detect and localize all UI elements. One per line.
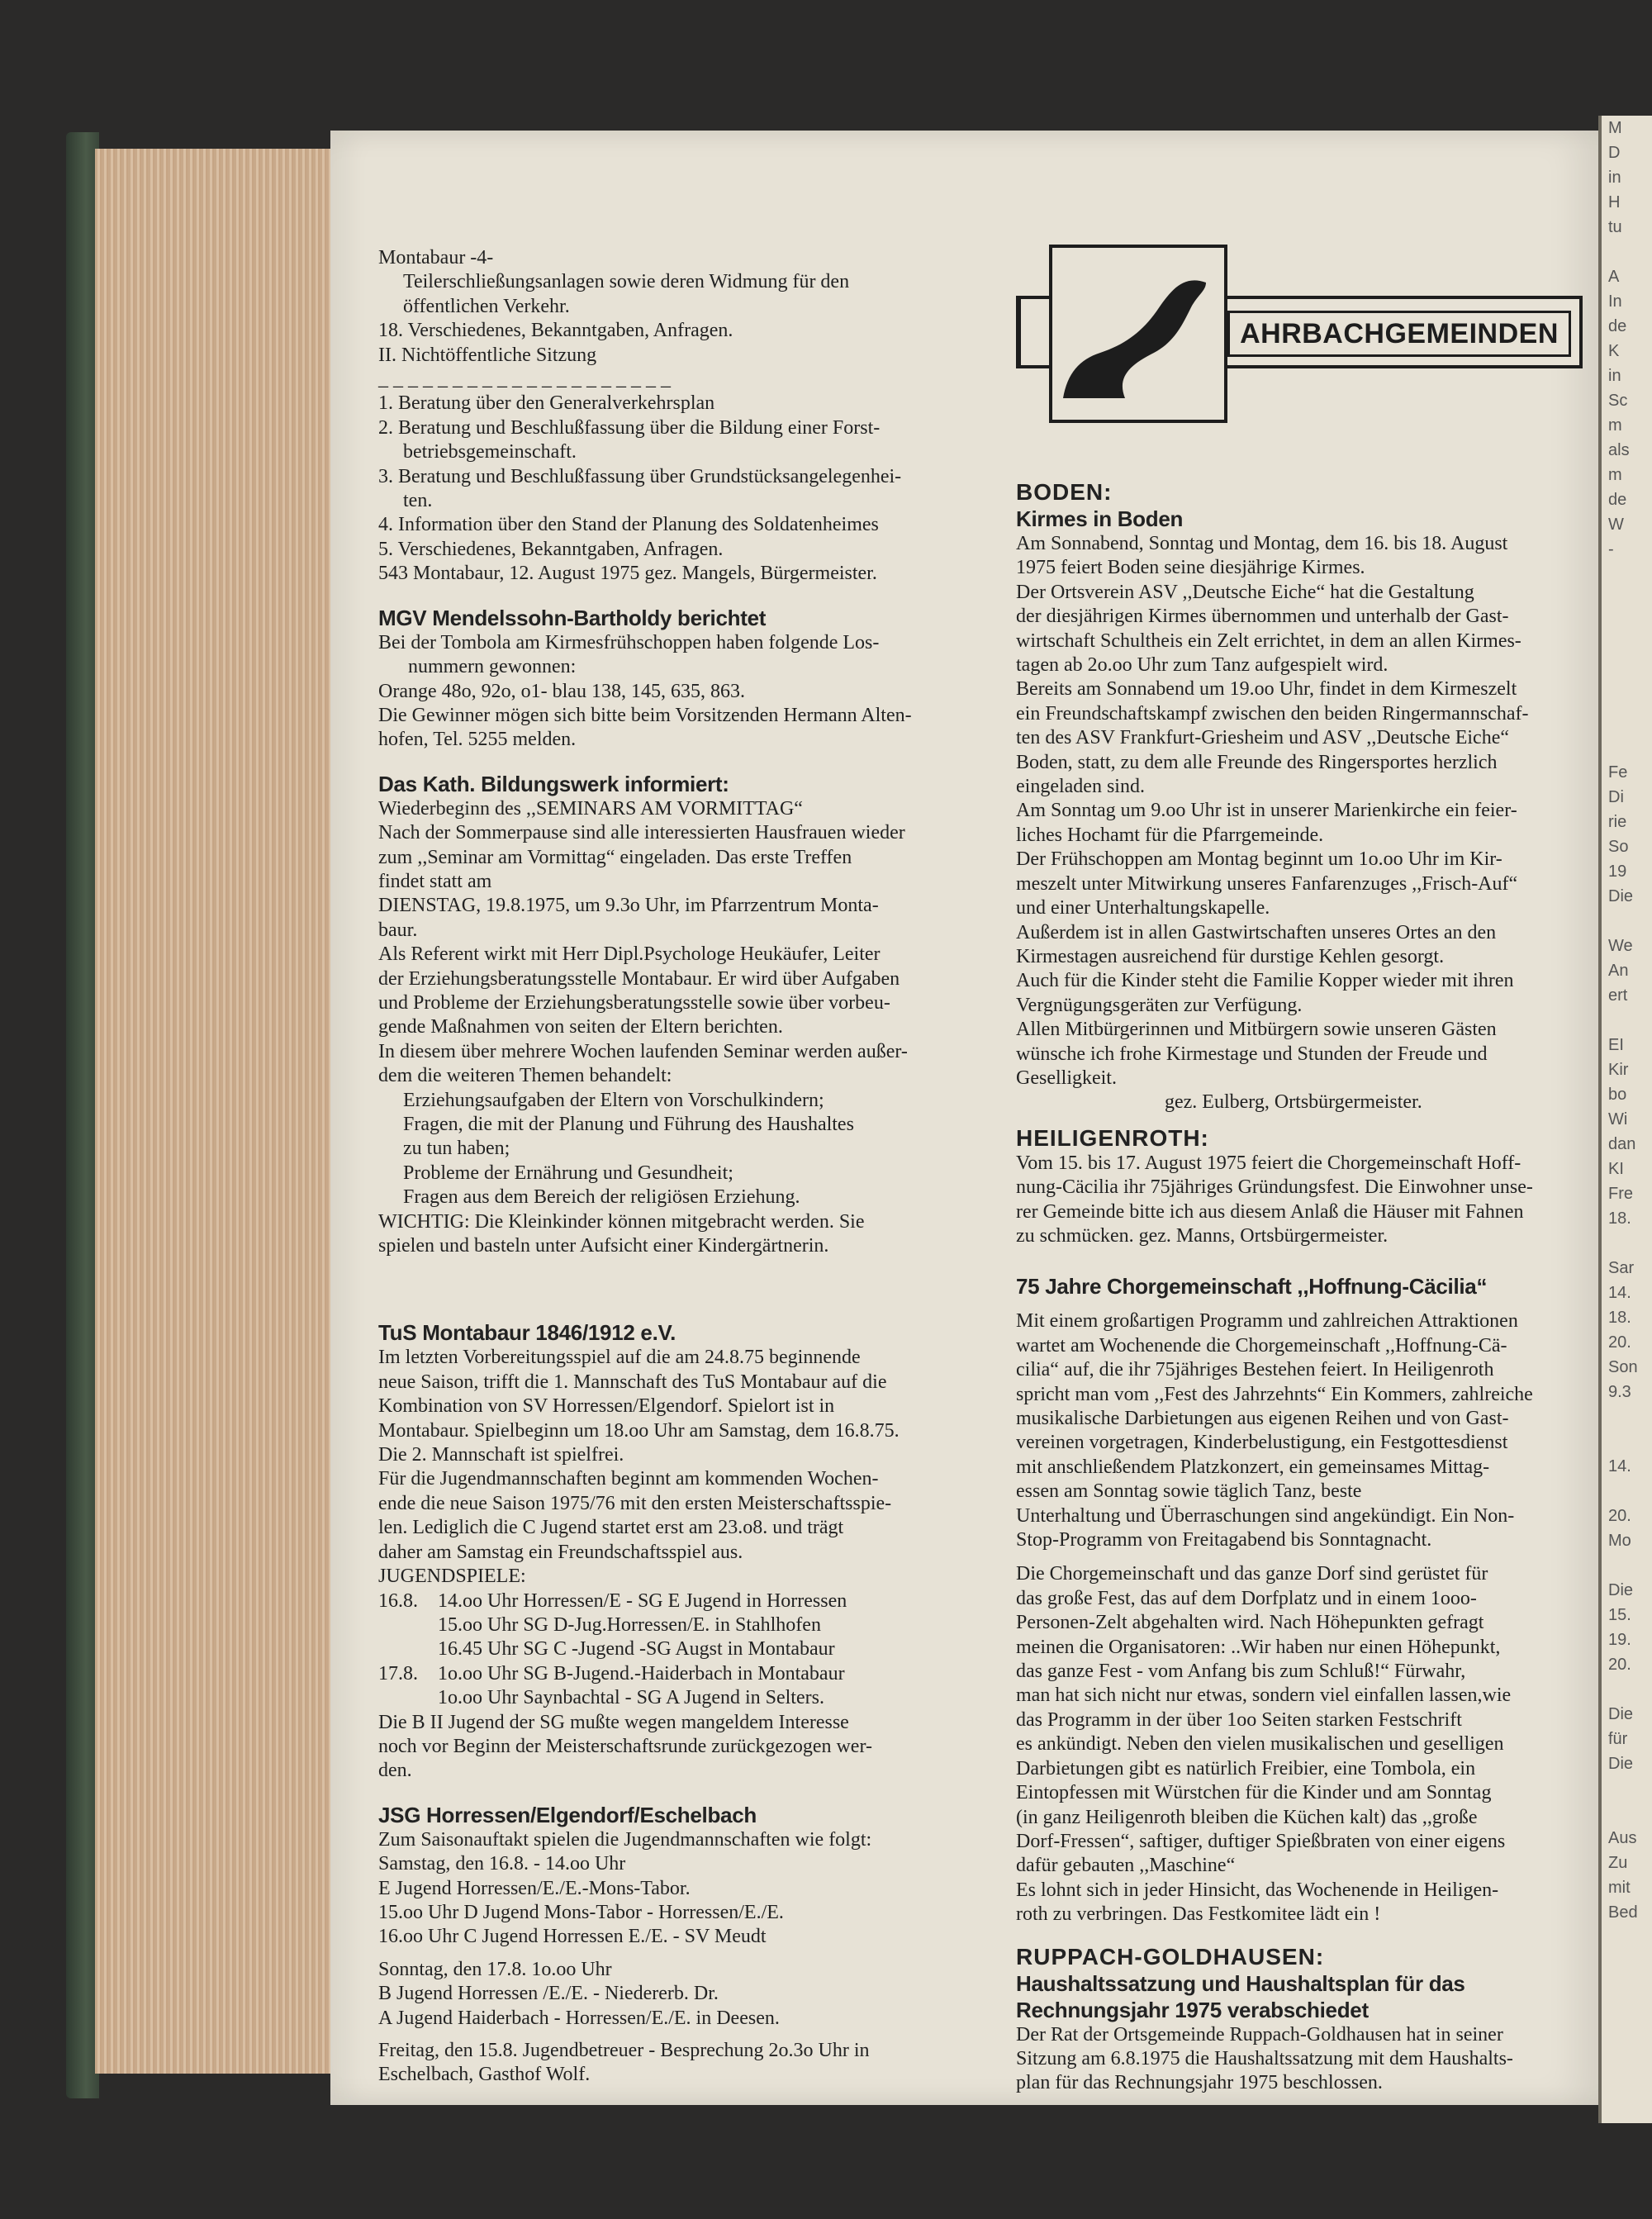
- next-page-fragment: rie: [1608, 813, 1627, 831]
- text-line: Allen Mitbürgerinnen und Mitbürgern sowie unseren Gästen: [1016, 1019, 1497, 1041]
- text-line: essen am Sonntag sowie täglich Tanz, beste: [1016, 1480, 1362, 1503]
- text-line: zum ,,Seminar am Vormittag“ eingeladen. Das erste Treffen: [378, 846, 852, 868]
- next-page-fragment: tu: [1608, 218, 1622, 236]
- boden-subheading: Kirmes in Boden: [1016, 506, 1184, 531]
- text-line: DIENSTAG, 19.8.1975, um 9.3o Uhr, im Pfarrzentrum Monta-: [378, 895, 879, 917]
- text-line: spricht man vom ,,Fest des Jahrzehnts“ Ein Kommers, zahlreiche: [1016, 1383, 1533, 1405]
- heiligenroth-heading: HEILIGENROTH:: [1016, 1124, 1209, 1151]
- game-text: 1o.oo Uhr SG B-Jugend.-Haiderbach in Montabaur: [438, 1662, 845, 1684]
- text-line: Sitzung am 6.8.1975 die Haushaltssatzung mit dem Haushalts-: [1016, 2047, 1513, 2069]
- game-text: 1o.oo Uhr Saynbachtal - SG A Jugend in Selters.: [438, 1687, 824, 1709]
- text-line: 15.oo Uhr D Jugend Mons-Tabor - Horressen/E./E.: [378, 1901, 784, 1923]
- next-page-fragment: Di: [1608, 788, 1624, 806]
- text-line: und einer Unterhaltungskapelle.: [1016, 897, 1270, 919]
- next-page-fragment: [1602, 240, 1652, 264]
- next-page-fragment: Sc: [1608, 392, 1628, 410]
- next-page-fragment: An: [1608, 962, 1629, 980]
- game-day: 17.8.: [378, 1662, 418, 1684]
- text-line: Stop-Programm von Freitagabend bis Sonntagnacht.: [1016, 1529, 1432, 1551]
- next-page-fragment: EI: [1608, 1036, 1624, 1054]
- book-spine: [66, 132, 99, 2098]
- text-line: E Jugend Horressen/E./E.-Mons-Tabor.: [378, 1877, 691, 1899]
- text-line: vereinen vorgetragen, Kinderbelustigung, ein Festgottesdienst: [1016, 1432, 1508, 1454]
- text-line: mit anschließendem Platzkonzert, ein gemeinsames Mittag-: [1016, 1456, 1490, 1478]
- next-page-fragment: [1602, 562, 1652, 587]
- text-line: 16.oo Uhr C Jugend Horressen E./E. - SV Meudt: [378, 1926, 767, 1948]
- text-line: der Erziehungsberatungsstelle Montabaur. Er wird über Aufgaben: [378, 967, 900, 990]
- kath-heading: Das Kath. Bildungswerk informiert:: [378, 771, 729, 796]
- next-page-fragment: für: [1608, 1730, 1628, 1748]
- game-row: [378, 1613, 990, 1637]
- text-line: den.: [378, 1760, 412, 1782]
- game-day: [378, 1637, 438, 1661]
- text-line: Der Ortsverein ASV ,,Deutsche Eiche“ hat die Gestaltung: [1016, 581, 1474, 603]
- next-page-edge: [1598, 116, 1652, 2123]
- jsg-heading: JSG Horressen/Elgendorf/Eschelbach: [378, 1802, 757, 1827]
- boden-heading: BODEN:: [1016, 479, 1113, 505]
- text-line: das Programm in der über 1oo Seiten starken Festschrift: [1016, 1708, 1462, 1731]
- next-page-fragment: 14.: [1608, 1284, 1631, 1302]
- ruppach-article: [1016, 2023, 1594, 2096]
- text-line: Personen-Zelt abgehalten wird. Nach Höhepunkten gefragt: [1016, 1612, 1484, 1634]
- next-page-fragment: [1602, 1231, 1652, 1256]
- next-page-fragment: We: [1608, 937, 1633, 955]
- text-line: Montabaur -4-: [378, 247, 494, 268]
- next-page-fragment: [1602, 661, 1652, 686]
- kath-article: [378, 797, 990, 1259]
- right-column: [1016, 479, 1594, 2096]
- divider-line: _ _ _ _ _ _ _ _ _ _ _ _ _ _ _ _ _ _ _ _: [378, 368, 671, 391]
- mgv-heading: MGV Mendelssohn-Bartholdy berichtet: [378, 605, 767, 630]
- next-page-fragment: M: [1608, 119, 1622, 137]
- text-line: tagen ab 2o.oo Uhr zum Tanz aufgespielt wird.: [1016, 654, 1389, 677]
- next-page-fragment: 20.: [1608, 1507, 1631, 1525]
- text-line: B Jugend Horressen /E./E. - Niedererb. Dr.: [378, 1983, 719, 2005]
- text-line: hofen, Tel. 5255 melden.: [378, 729, 577, 751]
- text-line: gende Maßnahmen von seiten der Eltern berichten.: [378, 1016, 783, 1038]
- next-page-fragment: de: [1608, 491, 1627, 509]
- text-line: Außerdem ist in allen Gastwirtschaften unseres Ortes an den: [1016, 921, 1497, 943]
- game-day: [378, 1613, 438, 1637]
- text-line: noch vor Beginn der Meisterschaftsrunde zurückgezogen wer-: [378, 1735, 872, 1757]
- boden-article: [1016, 532, 1594, 1115]
- text-line: ten.: [403, 490, 433, 512]
- next-page-fragment: de: [1608, 317, 1627, 335]
- text-line: 18. Verschiedenes, Bekanntgaben, Anfragen.: [378, 320, 733, 342]
- topic-line: Probleme der Ernährung und Gesundheit;: [403, 1162, 733, 1184]
- signature-line: 543 Montabaur, 12. August 1975 gez. Mangels, Bürgermeister.: [378, 563, 877, 585]
- text-line: plan für das Rechnungsjahr 1975 beschlossen.: [1016, 2072, 1383, 2094]
- text-line: Geselligkeit.: [1016, 1067, 1117, 1089]
- text-line: Montabaur. Spielbeginn um 18.oo Uhr am Samstag, dem 16.8.75.: [378, 1419, 900, 1442]
- next-page-fragment: 18.: [1608, 1309, 1631, 1327]
- topic-line: Fragen aus dem Bereich der religiösen Erziehung.: [403, 1186, 800, 1209]
- text-line: es ankündigt. Neben den vielen musikalischen und geselligen: [1016, 1733, 1504, 1756]
- next-page-fragment: 14.: [1608, 1457, 1631, 1475]
- text-line: wirtschaft Schultheis ein Zelt errichtet, in dem an allen Kirmes-: [1016, 630, 1521, 652]
- agenda-intro: [378, 246, 990, 587]
- text-line: Zum Saisonauftakt spielen die Jugendmannschaften wie folgt:: [378, 1828, 872, 1851]
- text-line: nummern gewonnen:: [408, 656, 577, 678]
- next-page-fragment: m: [1608, 416, 1622, 435]
- game-day: 16.8.: [378, 1589, 418, 1612]
- text-line: Dorf-Fressen“, saftiger, duftiger Spießbraten von einer eigens: [1016, 1830, 1506, 1852]
- next-page-fragment: m: [1608, 466, 1622, 484]
- text-line: Samstag, den 16.8. - 14.oo Uhr: [378, 1853, 626, 1875]
- text-line: man hat sich nicht nur etwas, sondern viel einfallen lassen,wie: [1016, 1684, 1512, 1707]
- text-line: spielen und basteln unter Aufsicht einer Kindergärtnerin.: [378, 1235, 829, 1257]
- text-line: rer Gemeinde bitte ich aus diesem Anlaß die Häuser mit Fahnen: [1016, 1200, 1524, 1223]
- mgv-article: [378, 631, 990, 753]
- game-row: [378, 1589, 990, 1613]
- next-page-fragment: Fre: [1608, 1185, 1633, 1203]
- tus-article: [378, 1346, 990, 1783]
- chor-heading: 75 Jahre Chorgemeinschaft ,,Hoffnung-Cäcilia“: [1016, 1274, 1488, 1300]
- next-page-fragment: ert: [1608, 986, 1628, 1005]
- next-page-fragment: [1602, 735, 1652, 760]
- next-page-fragment: [1602, 636, 1652, 661]
- text-line: Eintopfessen mit Würstchen für die Kinder und am Sonntag: [1016, 1782, 1492, 1804]
- game-day: [378, 1686, 438, 1710]
- text-line: Bereits am Sonnabend um 19.oo Uhr, findet in dem Kirmeszelt: [1016, 678, 1517, 701]
- next-page-fragment: -: [1608, 540, 1614, 558]
- text-line: 2. Beratung und Beschlußfassung über die Bildung einer Forst-: [378, 416, 881, 439]
- next-page-fragment: [1602, 1553, 1652, 1578]
- text-line: baur.: [378, 919, 418, 941]
- text-line: dafür gebauten ,,Maschine“: [1016, 1855, 1236, 1877]
- signature-line: gez. Eulberg, Ortsbürgermeister.: [1165, 1091, 1422, 1114]
- next-page-fragment: [1602, 611, 1652, 636]
- text-line: Vom 15. bis 17. August 1975 feiert die Chorgemeinschaft Hoff-: [1016, 1152, 1521, 1174]
- text-line: Eschelbach, Gasthof Wolf.: [378, 2064, 591, 2086]
- text-line: Die Chorgemeinschaft und das ganze Dorf sind gerüstet für: [1016, 1563, 1488, 1585]
- next-page-fragment: Aus: [1608, 1829, 1637, 1847]
- text-line: 3. Beratung und Beschlußfassung über Grundstücksangelegenhei-: [378, 465, 902, 487]
- text-line: Am Sonnabend, Sonntag und Montag, dem 16. bis 18. August: [1016, 533, 1508, 554]
- text-line: 5. Verschiedenes, Bekanntgaben, Anfragen.: [378, 538, 724, 560]
- ruppach-subheading: Haushaltssatzung und Haushaltsplan für das Rechnungsjahr 1975 verabschiedet: [1016, 1970, 1465, 2022]
- text-line: Die B II Jugend der SG mußte wegen mangeldem Interesse: [378, 1711, 849, 1733]
- next-page-fragment: bo: [1608, 1086, 1627, 1104]
- next-page-fragment: Wi: [1608, 1110, 1628, 1129]
- text-line: der diesjährigen Kirmes übernommen und unterhalb der Gast-: [1016, 606, 1509, 628]
- topic-line: Fragen, die mit der Planung und Führung des Haushaltes: [403, 1114, 854, 1135]
- text-line: Am Sonntag um 9.oo Uhr ist in unserer Marienkirche ein feier-: [1016, 800, 1517, 822]
- left-column: [378, 246, 990, 2088]
- text-line: findet statt am: [378, 870, 492, 892]
- text-line: musikalische Darbietungen aus eigenen Reihen und von Gast-: [1016, 1408, 1509, 1429]
- next-page-fragment: in: [1608, 169, 1621, 187]
- next-page-fragment: [1602, 1677, 1652, 1702]
- text-line: (in ganz Heiligenroth bleiben die Küchen kalt) das ,,große: [1016, 1806, 1478, 1828]
- text-line: daher am Samstag ein Freundschaftsspiel aus.: [378, 1541, 743, 1563]
- text-line: In diesem über mehrere Wochen laufenden Seminar werden außer-: [378, 1040, 908, 1062]
- chor-article: [1016, 1309, 1594, 1927]
- next-page-fragment: [1602, 1776, 1652, 1801]
- text-line: zu schmücken. gez. Manns, Ortsbürgermeister.: [1016, 1224, 1389, 1247]
- text-line: Bei der Tombola am Kirmesfrühschoppen haben folgende Los-: [378, 631, 880, 653]
- next-page-fragment: [1602, 686, 1652, 710]
- next-page-fragment: 9.3: [1608, 1383, 1631, 1401]
- text-line: und Probleme der Erziehungsberatungsstelle sowie über vorbeu-: [378, 991, 890, 1014]
- next-page-fragment: [1602, 587, 1652, 611]
- next-page-fragment: als: [1608, 441, 1630, 459]
- text-line: ein Freundschaftskampf zwischen den beiden Ringermannschaf-: [1016, 702, 1529, 725]
- text-line: Sonntag, den 17.8. 1o.oo Uhr: [378, 1958, 612, 1980]
- text-line: neue Saison, trifft die 1. Mannschaft des TuS Montabaur auf die: [378, 1371, 887, 1393]
- text-line: cilia“ auf, die ihr 75jähriges Bestehen feiert. In Heiligenroth: [1016, 1359, 1494, 1381]
- text-line: Orange 48o, 92o, o1- blau 138, 145, 635, 863.: [378, 680, 745, 702]
- next-page-fragment: Die: [1608, 887, 1634, 905]
- next-page-fragment: W: [1608, 516, 1624, 534]
- text-line: WICHTIG: Die Kleinkinder können mitgebracht werden. Sie: [378, 1210, 865, 1233]
- next-page-fragment: Kir: [1608, 1061, 1629, 1079]
- text-line: len. Lediglich die C Jugend startet erst am 23.o8. und trägt: [378, 1517, 844, 1539]
- text-line: nung-Cäcilia ihr 75jähriges Gründungsfest. Die Einwohner unse-: [1016, 1176, 1533, 1199]
- text-line: 4. Information über den Stand der Planung des Soldatenheimes: [378, 514, 879, 536]
- topic-line: zu tun haben;: [403, 1138, 510, 1160]
- next-page-fragment: [1602, 1404, 1652, 1429]
- next-page-fragment: 20.: [1608, 1656, 1631, 1674]
- next-page-fragment: [1602, 1008, 1652, 1033]
- jsg-article: [378, 1828, 990, 2088]
- next-page-fragment: Bed: [1608, 1903, 1638, 1922]
- next-page-fragment: Fe: [1608, 763, 1628, 782]
- text-line: Auch für die Kinder steht die Familie Kopper wieder mit ihren: [1016, 970, 1514, 992]
- next-page-fragment: in: [1608, 367, 1621, 385]
- text-line: das große Fest, das auf dem Dorfplatz und in einem 1ooo-: [1016, 1587, 1477, 1609]
- text-line: Freitag, den 15.8. Jugendbetreuer - Besprechung 2o.3o Uhr in: [378, 2040, 870, 2061]
- text-line: ende die neue Saison 1975/76 mit den ersten Meisterschaftsspie-: [378, 1492, 892, 1514]
- next-page-fragment: A: [1608, 268, 1620, 286]
- next-page-fragment: Die: [1608, 1581, 1634, 1599]
- next-page-fragment: 19: [1608, 862, 1627, 881]
- text-line: Teilerschließungsanlagen sowie deren Widmung für den: [403, 271, 850, 293]
- text-line: Boden, statt, zu dem alle Freunde des Ringersportes herzlich: [1016, 751, 1498, 773]
- game-text: 14.oo Uhr Horressen/E - SG E Jugend in Horressen: [438, 1589, 847, 1612]
- next-page-fragment: [1602, 1801, 1652, 1826]
- text-line: ten des ASV Frankfurt-Griesheim und ASV ,,Deutsche Eiche“: [1016, 727, 1510, 749]
- text-line: Die 2. Mannschaft ist spielfrei.: [378, 1444, 624, 1466]
- tus-heading: TuS Montabaur 1846/1912 e.V.: [378, 1320, 676, 1346]
- heiligenroth-article: [1016, 1152, 1594, 1249]
- topic-line: Erziehungsaufgaben der Eltern von Vorschulkindern;: [403, 1089, 824, 1111]
- next-page-fragment: KI: [1608, 1160, 1624, 1178]
- text-line: Mit einem großartigen Programm und zahlreichen Attraktionen: [1016, 1310, 1518, 1333]
- text-line: 1975 feiert Boden seine diesjährige Kirmes.: [1016, 557, 1365, 579]
- next-page-fragment: Zu: [1608, 1854, 1628, 1872]
- text-line: das ganze Fest - vom Anfang bis zum Schluß!“ Fürwahr,: [1016, 1661, 1466, 1683]
- text-line: Für die Jugendmannschaften beginnt am kommenden Wochen-: [378, 1468, 879, 1490]
- next-page-fragment: Die: [1608, 1755, 1634, 1773]
- text-line: Kirmestagen ausreichend für durstige Kehlen gesorgt.: [1016, 945, 1445, 967]
- text-line: meszelt unter Mitwirkung unseres Fanfarenzuges ,,Frisch-Auf“: [1016, 872, 1518, 895]
- text-line: meinen die Organisatoren: ..Wir haben nur einen Höhepunkt,: [1016, 1636, 1501, 1658]
- text-line: Wiederbeginn des ,,SEMINARS AM VORMITTAG“: [378, 797, 803, 820]
- ruppach-heading: RUPPACH-GOLDHAUSEN:: [1016, 1943, 1325, 1970]
- river-emblem-icon: [1059, 266, 1216, 406]
- text-line: A Jugend Haiderbach - Horressen/E./E. in Deesen.: [378, 2007, 780, 2029]
- text-line: JUGENDSPIELE:: [378, 1566, 526, 1588]
- next-page-fragment: Sar: [1608, 1259, 1635, 1277]
- text-line: II. Nichtöffentliche Sitzung: [378, 344, 597, 366]
- next-page-fragment: 15.: [1608, 1606, 1631, 1624]
- next-page-fragment: [1602, 909, 1652, 934]
- game-row: [378, 1686, 990, 1710]
- text-line: Der Frühschoppen am Montag beginnt um 1o.oo Uhr im Kir-: [1016, 848, 1502, 871]
- next-page-fragment: D: [1608, 144, 1621, 162]
- next-page-fragment: [1602, 1429, 1652, 1454]
- text-line: öffentlichen Verkehr.: [403, 295, 570, 317]
- text-line: 1. Beratung über den Generalverkehrsplan: [378, 392, 715, 415]
- text-line: Vergnügungsgeräten zur Verfügung.: [1016, 994, 1303, 1016]
- game-row: [378, 1662, 990, 1686]
- next-page-fragment: Die: [1608, 1705, 1634, 1723]
- text-line: liches Hochamt für die Pfarrgemeinde.: [1016, 824, 1324, 846]
- next-page-fragment: dan: [1608, 1135, 1636, 1153]
- text-line: Es lohnt sich in jeder Hinsicht, das Wochenende in Heiligen-: [1016, 1879, 1499, 1901]
- banner-emblem: [1049, 245, 1227, 423]
- next-page-fragment: In: [1608, 292, 1622, 311]
- next-page-fragment: mit: [1608, 1879, 1631, 1897]
- next-page-fragment: [1602, 1479, 1652, 1504]
- game-text: 15.oo Uhr SG D-Jug.Horressen/E. in Stahlhofen: [438, 1613, 821, 1636]
- text-line: Als Referent wirkt mit Herr Dipl.Psychologe Heukäufer, Leiter: [378, 943, 881, 966]
- text-line: wünsche ich frohe Kirmestage und Stunden der Freude und: [1016, 1043, 1488, 1065]
- next-page-fragment: Son: [1608, 1358, 1638, 1376]
- text-line: Im letzten Vorbereitungsspiel auf die am 24.8.75 beginnende: [378, 1347, 861, 1369]
- next-page-fragment: K: [1608, 342, 1620, 360]
- text-line: Nach der Sommerpause sind alle interessierten Hausfrauen wieder: [378, 822, 905, 844]
- text-line: eingeladen sind.: [1016, 776, 1145, 798]
- text-line: Darbietungen gibt es natürlich Freibier, eine Tombola, ein: [1016, 1757, 1476, 1779]
- game-row: [378, 1637, 990, 1661]
- text-line: roth zu verbringen. Das Festkomitee lädt ein !: [1016, 1903, 1381, 1926]
- text-line: Unterhaltung und Überraschungen sind angekündigt. Ein Non-: [1016, 1504, 1515, 1527]
- next-page-fragment: So: [1608, 838, 1629, 856]
- text-line: Kombination von SV Horressen/Elgendorf. Spielort ist in: [378, 1395, 835, 1418]
- game-text: 16.45 Uhr SG C -Jugend -SG Augst in Montabaur: [438, 1638, 835, 1661]
- next-page-fragment: Mo: [1608, 1532, 1631, 1550]
- next-page-fragment: 20.: [1608, 1333, 1631, 1352]
- text-line: wartet am Wochenende die Chorgemeinschaft ,,Hoffnung-Cä-: [1016, 1334, 1507, 1357]
- text-line: Die Gewinner mögen sich bitte beim Vorsitzenden Hermann Alten-: [378, 704, 912, 726]
- page-edges: [95, 149, 335, 2074]
- text-line: Der Rat der Ortsgemeinde Ruppach-Goldhausen hat in seiner: [1016, 2023, 1503, 2046]
- next-page-fragment: 18.: [1608, 1209, 1631, 1228]
- next-page-fragment: H: [1608, 193, 1621, 211]
- text-line: betriebsgemeinschaft.: [403, 441, 577, 463]
- next-page-fragment: 19.: [1608, 1631, 1631, 1649]
- ahrbach-banner: [1016, 245, 1578, 418]
- banner-title: AHRBACHGEMEINDEN: [1227, 311, 1571, 357]
- text-line: dem die weiteren Themen behandelt:: [378, 1065, 672, 1087]
- next-page-fragment: [1602, 710, 1652, 735]
